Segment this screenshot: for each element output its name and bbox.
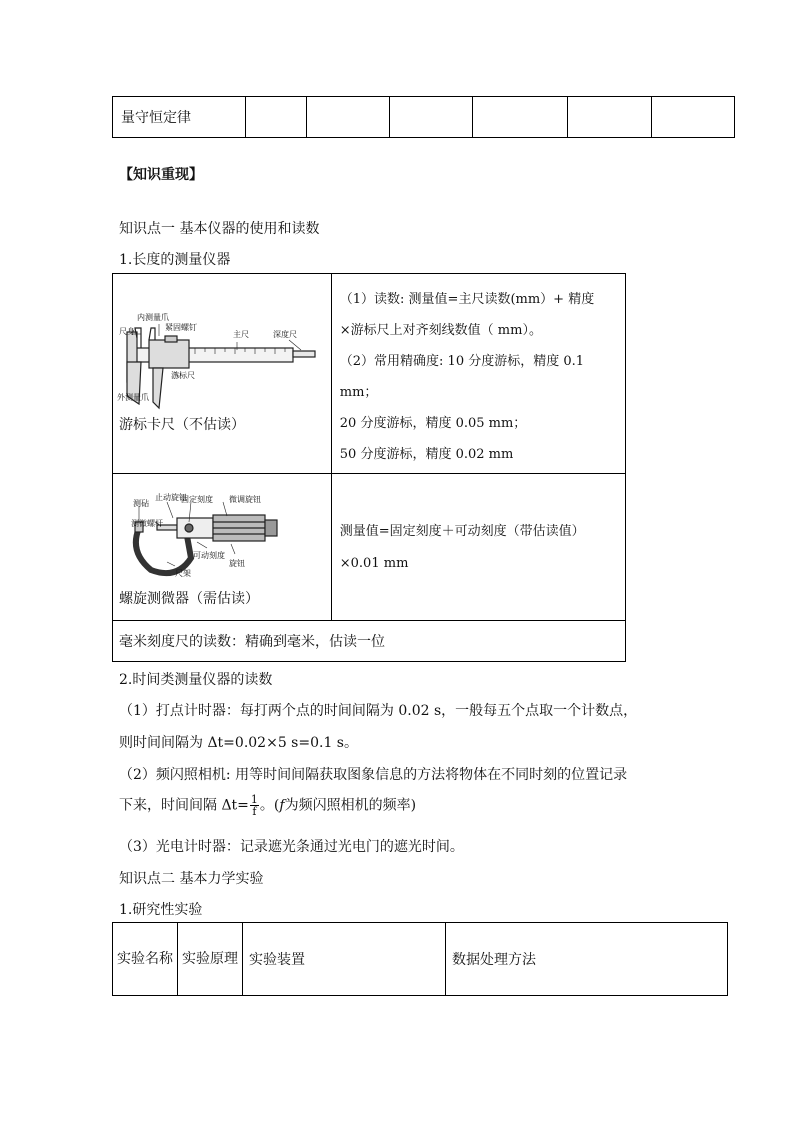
label-thimble: 可动刻度	[193, 551, 225, 560]
label-depth-rod: 深度尺	[273, 330, 297, 339]
label-outer-jaw: 外测量爪	[117, 393, 149, 402]
vernier-line: 50 分度游标，精度 0.02 mm	[339, 447, 514, 462]
table-cell-label: 量守恒定律	[113, 97, 246, 138]
timer2-line-a: （2）频闪照相机: 用等时间间隔获取图象信息的方法将物体在不同时刻的位置记录	[119, 767, 628, 783]
fraction-denominator: f	[252, 805, 257, 818]
micrometer-line: ×0.01 mm	[339, 556, 409, 571]
kp2-title: 知识点二 基本力学实验	[119, 871, 264, 887]
label-lock-screw: 紧固螺钉	[165, 323, 197, 332]
label-anvil: 测砧	[133, 499, 149, 508]
header-data-processing: 数据处理方法	[446, 923, 728, 996]
timer2-end: 为频闪照相机的频率)	[284, 797, 417, 814]
micrometer-text-cell	[331, 474, 625, 621]
table-row	[113, 274, 626, 474]
header-principle: 实验原理	[178, 923, 243, 996]
vernier-image-cell	[113, 274, 332, 474]
timer1-line-a: （1）打点计时器：每打两个点的时间间隔为 0.02 s，一般每五个点取一个计数点，	[119, 703, 638, 719]
label-spindle: 测微螺杆	[131, 519, 163, 528]
micrometer-image-cell	[113, 474, 332, 621]
kp1-title: 知识点一 基本仪器的使用和读数	[119, 221, 320, 237]
micrometer-diagram	[127, 492, 307, 582]
vernier-line: ×游标尺上对齐刻线数值（ mm）。	[339, 323, 542, 338]
header-apparatus: 实验装置	[243, 923, 446, 996]
table-cell	[245, 97, 306, 138]
experiment-table	[112, 922, 728, 996]
vernier-line: （1）读数: 测量值=主尺读数(mm）+ 精度	[339, 292, 595, 307]
table-cell	[568, 97, 651, 138]
micrometer-line: 测量值=固定刻度＋可动刻度（带估读值）	[339, 524, 585, 539]
timer1-line-b: 则时间间隔为 Δt=0.02×5 s=0.1 s。	[119, 735, 358, 751]
vernier-line: （2）常用精确度: 10 分度游标，精度 0.1	[339, 354, 585, 369]
instrument-table	[112, 273, 626, 662]
fraction	[250, 794, 259, 817]
timer2-f-symbol: f	[279, 797, 285, 814]
table-row	[113, 923, 728, 996]
vernier-caption: 游标卡尺（不估读）	[119, 417, 245, 433]
table-cell	[306, 97, 389, 138]
label-ruler-body: 尺身	[119, 327, 135, 336]
timer2-pre: 下来，时间间隔 Δt=	[119, 797, 249, 814]
header-experiment-name: 实验名称	[113, 923, 178, 996]
timer2-line-b	[119, 794, 416, 817]
label-vernier-scale: 游标尺	[171, 371, 195, 380]
vernier-line: 20 分度游标，精度 0.05 mm；	[339, 416, 527, 431]
label-inner-jaw: 内测量爪	[137, 313, 169, 322]
label-frame: 尺架	[175, 569, 191, 578]
timer2-post: 。(	[259, 797, 280, 814]
fraction-numerator: 1	[250, 793, 258, 806]
table-row	[113, 97, 735, 138]
timer3-line: （3）光电计时器：记录遮光条通过光电门的遮光时间。	[119, 839, 464, 855]
label-ratchet: 微调旋钮	[229, 495, 261, 504]
table-cell	[389, 97, 472, 138]
table-cell	[651, 97, 734, 138]
label-knob: 旋钮	[229, 559, 245, 568]
label-main-scale: 主尺	[233, 330, 249, 339]
vernier-line: mm；	[339, 385, 378, 400]
label-sleeve: 固定刻度	[181, 495, 213, 504]
table-row	[113, 474, 626, 621]
label-lock: 止动旋钮	[155, 493, 187, 502]
vernier-caliper-diagram	[119, 310, 319, 420]
section-header: 【知识重现】	[119, 167, 203, 183]
top-table	[112, 96, 735, 138]
table-cell	[473, 97, 568, 138]
kp1-sub1: 1.长度的测量仪器	[119, 252, 231, 268]
kp1-sub2: 2.时间类测量仪器的读数	[119, 672, 273, 688]
table-row	[113, 621, 626, 662]
vernier-text-cell	[331, 274, 625, 474]
kp2-sub1: 1.研究性实验	[119, 902, 203, 918]
mm-ruler-cell: 毫米刻度尺的读数：精确到毫米，估读一位	[113, 621, 626, 662]
caliper-body	[127, 328, 315, 408]
micrometer-caption: 螺旋测微器（需估读）	[119, 591, 259, 607]
